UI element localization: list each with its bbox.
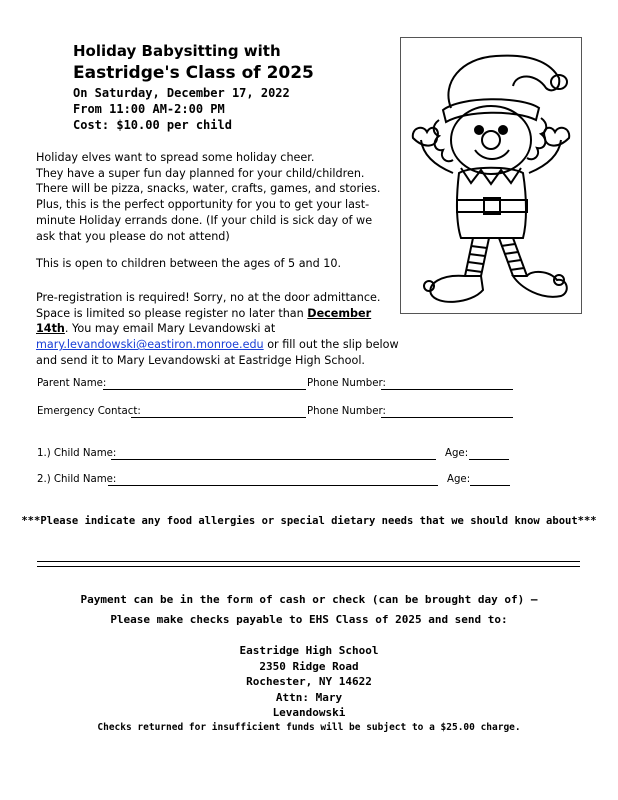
mailing-address [0, 643, 618, 721]
address-line: 2350 Ridge Road [259, 659, 359, 673]
intro-line: minute Holiday errands done. (If your child is sick day of we [36, 213, 373, 227]
prereg-text: Space is limited so please register no later than [36, 306, 308, 320]
intro-paragraph [36, 150, 380, 244]
event-time: From 11:00 AM-2:00 PM [73, 102, 225, 116]
address-line: Attn: Mary [275, 690, 343, 704]
preregistration-paragraph [36, 290, 399, 369]
prereg-line: and send it to Mary Levandowski at Eastridge High School. [36, 353, 365, 367]
emergency-phone-field[interactable] [381, 417, 513, 418]
prereg-line [36, 321, 399, 337]
child2-age-field[interactable] [470, 485, 510, 486]
allergy-line-2[interactable] [37, 566, 580, 567]
elf-illustration [400, 37, 582, 314]
footer-note: Checks returned for insufficient funds will be subject to a $25.00 charge. [97, 722, 521, 733]
email-link[interactable]: mary.levandowski@eastiron.monroe.edu [36, 338, 264, 352]
child2-name-label: 2.) Child Name: [37, 474, 117, 485]
prereg-text: . You may email Mary Levandowski at [64, 322, 276, 336]
prereg-line: Pre-registration is required! Sorry, no at the door admittance. [36, 291, 381, 304]
prereg-text: or fill out the slip below [263, 338, 399, 352]
address-line: Levandowski [272, 706, 346, 719]
event-cost: Cost: $10.00 per child [73, 118, 232, 132]
emergency-contact-label: Emergency Contact: [37, 406, 141, 417]
flyer-title-line1: Holiday Babysitting with [73, 42, 281, 60]
address-line: Rochester, NY 14622 [246, 675, 372, 688]
phone-number-field[interactable] [381, 389, 513, 390]
deadline-day: 14th [36, 322, 65, 336]
payment-line-1: Payment can be in the form of cash or check (can be brought day of) – [80, 593, 538, 606]
intro-line: They have a super fun day planned for your child/children. [36, 166, 365, 180]
parent-name-field[interactable] [103, 389, 306, 390]
intro-line: Holiday elves want to spread some holiday cheer. [36, 151, 315, 164]
address-line: Eastridge High School [239, 644, 379, 657]
allergy-note: ***Please indicate any food allergies or special dietary needs that we should know about*** [21, 515, 597, 527]
allergy-line-1[interactable] [37, 561, 580, 562]
phone-number-label: Phone Number: [307, 378, 386, 389]
payment-line-2: Please make checks payable to EHS Class of 2025 and send to: [110, 613, 508, 626]
elf-icon [401, 38, 581, 313]
emergency-contact-field[interactable] [131, 417, 306, 418]
child2-name-field[interactable] [108, 485, 438, 486]
emergency-phone-label: Phone Number: [307, 406, 386, 417]
flyer-title-line2: Eastridge's Class of 2025 [73, 63, 314, 83]
child1-name-field[interactable] [111, 459, 436, 460]
intro-line: Plus, this is the perfect opportunity for you to get your last- [36, 198, 370, 212]
event-date: On Saturday, December 17, 2022 [73, 86, 290, 100]
ages-paragraph: This is open to children between the ages of 5 and 10. [36, 257, 342, 270]
child1-age-label: Age: [445, 448, 469, 459]
prereg-line [36, 337, 399, 353]
deadline-month: December [307, 306, 372, 320]
parent-name-label: Parent Name: [37, 378, 107, 389]
child2-age-label: Age: [447, 474, 471, 485]
prereg-line [36, 306, 399, 322]
child1-age-field[interactable] [469, 459, 509, 460]
child1-name-label: 1.) Child Name: [37, 448, 117, 459]
intro-line: ask that you please do not attend) [36, 229, 230, 243]
intro-line: There will be pizza, snacks, water, crafts, games, and stories. [36, 182, 381, 196]
